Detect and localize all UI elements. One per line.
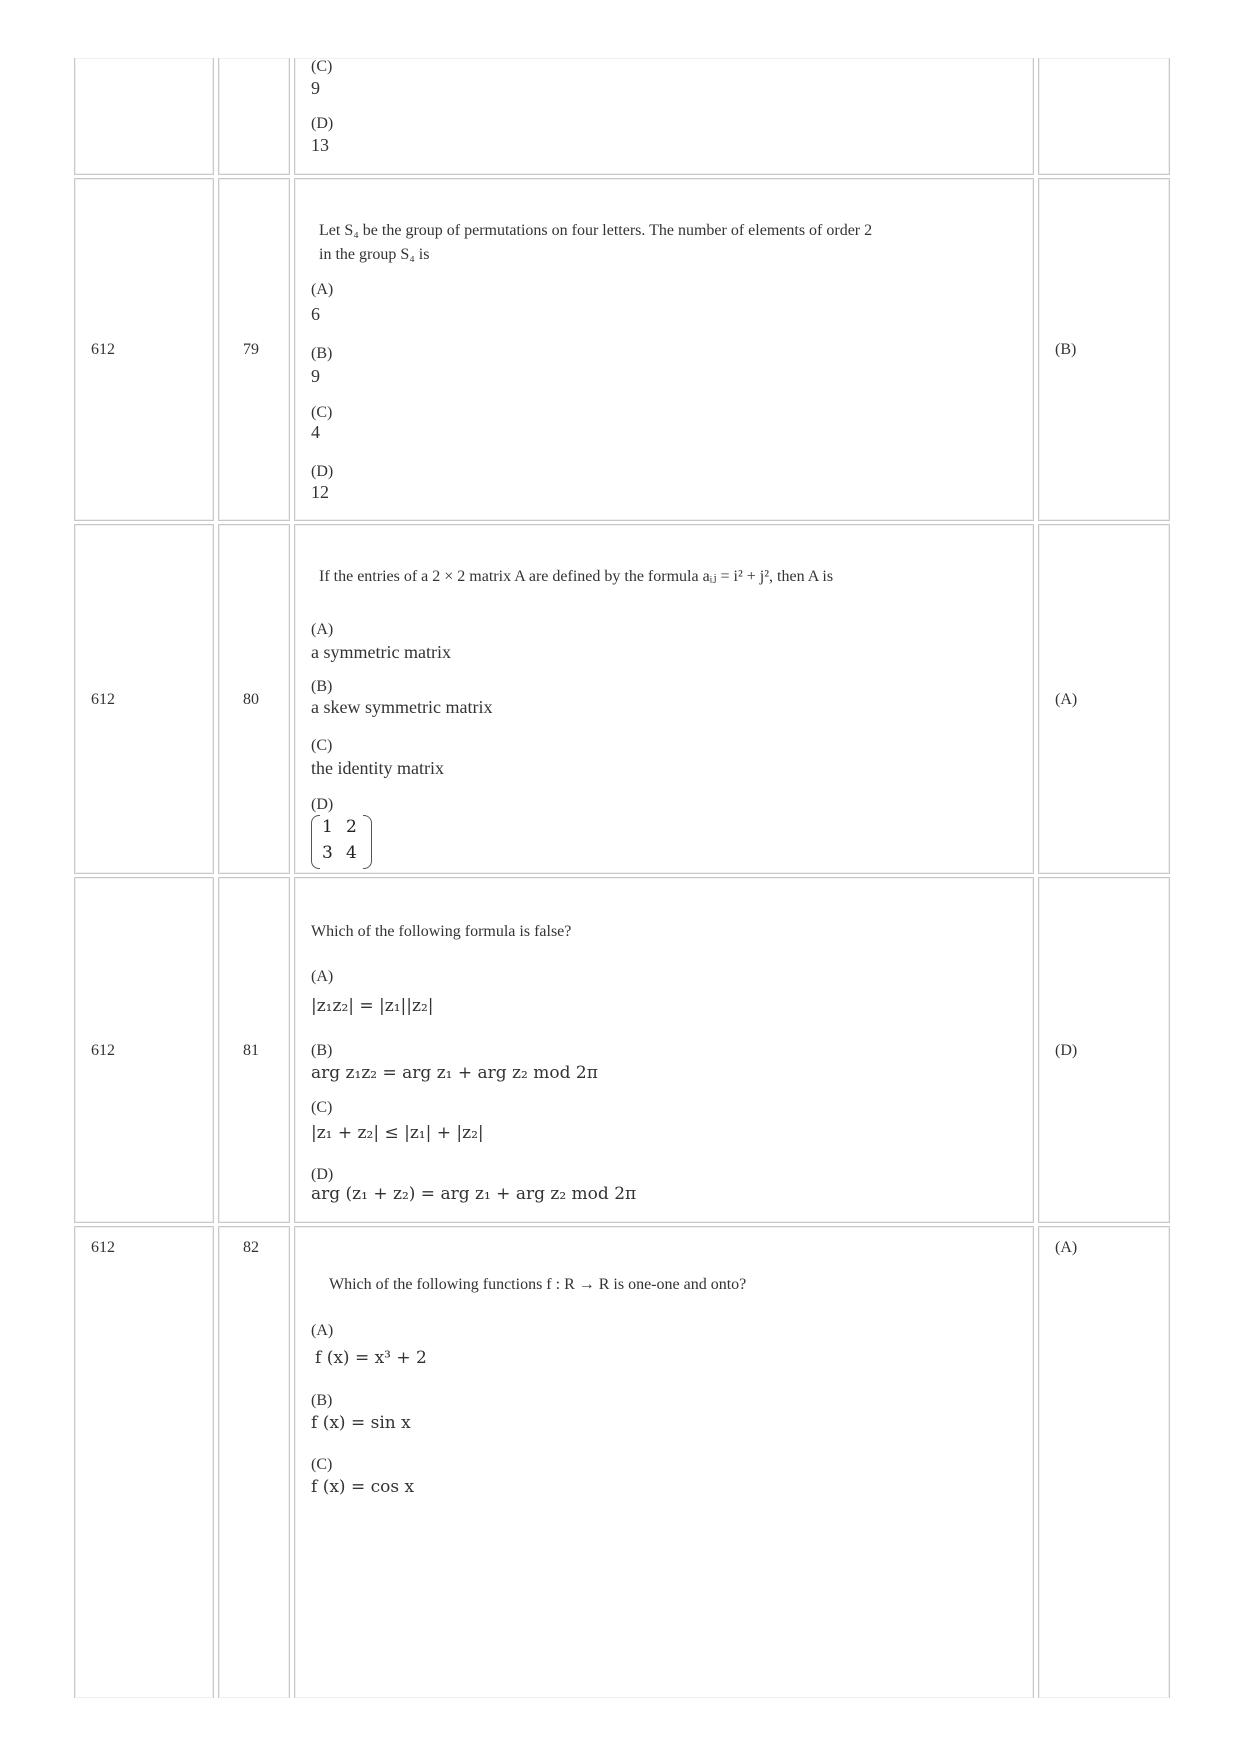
option-label: (C) (311, 1456, 333, 1473)
option-label: (D) (311, 796, 334, 813)
option-text: |z₁z₂| = |z₁||z₂| (311, 996, 434, 1016)
matrix-entry: 2 (346, 817, 357, 837)
option-text: 12 (311, 482, 329, 502)
question-cell (294, 1226, 1034, 1698)
option-text: arg z₁z₂ = arg z₁ + arg z₂ mod 2π (311, 1063, 598, 1083)
question-cell (294, 178, 1034, 521)
code-cell (74, 178, 214, 521)
option-label: (A) (311, 281, 334, 298)
question-number: 81 (243, 1042, 259, 1059)
option-text: 6 (311, 304, 320, 324)
answer-key: (D) (1055, 1042, 1078, 1059)
option-text: f (x) = cos x (311, 1477, 415, 1497)
subject-code: 612 (91, 341, 115, 358)
right-paren (363, 815, 372, 869)
code-cell (74, 877, 214, 1223)
left-paren (311, 815, 320, 869)
question-text: in the group S₄ is (319, 246, 430, 263)
option-label: (B) (311, 1392, 333, 1409)
table-row (74, 58, 1170, 175)
question-cell (294, 877, 1034, 1223)
answer-cell (1038, 1226, 1170, 1698)
option-text: 4 (311, 422, 320, 442)
question-number: 82 (243, 1239, 259, 1256)
answer-cell (1038, 877, 1170, 1223)
option-text: 9 (311, 78, 320, 98)
question-number-cell (218, 1226, 290, 1698)
option-text: 13 (311, 135, 329, 155)
option-text: 9 (311, 366, 320, 386)
table-row (74, 178, 1170, 521)
question-text: Let S₄ be the group of permutations on four letters. The number of elements of order 2 (319, 222, 873, 239)
matrix-entry: 4 (346, 843, 357, 863)
question-text: Which of the following functions f : R → R is one-one and onto? (329, 1276, 747, 1293)
option-label: (D) (311, 1166, 334, 1183)
code-cell (74, 58, 214, 175)
option-label: (D) (311, 463, 334, 480)
option-label: (B) (311, 1042, 333, 1059)
question-number-cell (218, 178, 290, 521)
option-text: the identity matrix (311, 758, 444, 778)
question-table (74, 58, 1170, 1698)
option-text: arg (z₁ + z₂) = arg z₁ + arg z₂ mod 2π (311, 1184, 637, 1204)
question-text: Which of the following formula is false? (311, 923, 572, 940)
option-text: a skew symmetric matrix (311, 697, 493, 717)
option-label: (A) (311, 621, 334, 638)
answer-key: (A) (1055, 691, 1078, 708)
answer-cell (1038, 178, 1170, 521)
answer-key: (A) (1055, 1239, 1078, 1256)
subject-code: 612 (91, 1042, 115, 1059)
answer-cell (1038, 524, 1170, 874)
matrix-entry: 1 (322, 817, 333, 837)
option-text: a symmetric matrix (311, 642, 451, 662)
subject-code: 612 (91, 1239, 115, 1256)
answer-key: (B) (1055, 341, 1077, 358)
answer-cell (1038, 58, 1170, 175)
subject-code: 612 (91, 691, 115, 708)
option-label: (B) (311, 678, 333, 695)
option-label: (A) (311, 1322, 334, 1339)
table-row (74, 877, 1170, 1223)
question-text: If the entries of a 2 × 2 matrix A are defined by the formula aᵢⱼ = i² + j², then A is (319, 568, 834, 585)
question-number-cell (218, 877, 290, 1223)
option-label: (C) (311, 1099, 333, 1116)
question-cell (294, 58, 1034, 175)
option-text: f (x) = x³ + 2 (315, 1348, 427, 1368)
question-number: 80 (243, 691, 259, 708)
option-text: f (x) = sin x (311, 1413, 411, 1433)
option-text: |z₁ + z₂| ≤ |z₁| + |z₂| (311, 1123, 484, 1143)
question-number-cell (218, 58, 290, 175)
option-label: (B) (311, 345, 333, 362)
question-number-cell (218, 524, 290, 874)
matrix-option (311, 815, 371, 869)
option-label: (D) (311, 115, 334, 132)
option-label: (A) (311, 968, 334, 985)
code-cell (74, 524, 214, 874)
option-label: (C) (311, 404, 333, 421)
option-label: (C) (311, 58, 333, 75)
option-label: (C) (311, 737, 333, 754)
code-cell (74, 1226, 214, 1698)
matrix-entry: 3 (322, 843, 333, 863)
table-row (74, 524, 1170, 874)
question-cell (294, 524, 1034, 874)
question-number: 79 (243, 341, 259, 358)
table-row (74, 1226, 1170, 1698)
